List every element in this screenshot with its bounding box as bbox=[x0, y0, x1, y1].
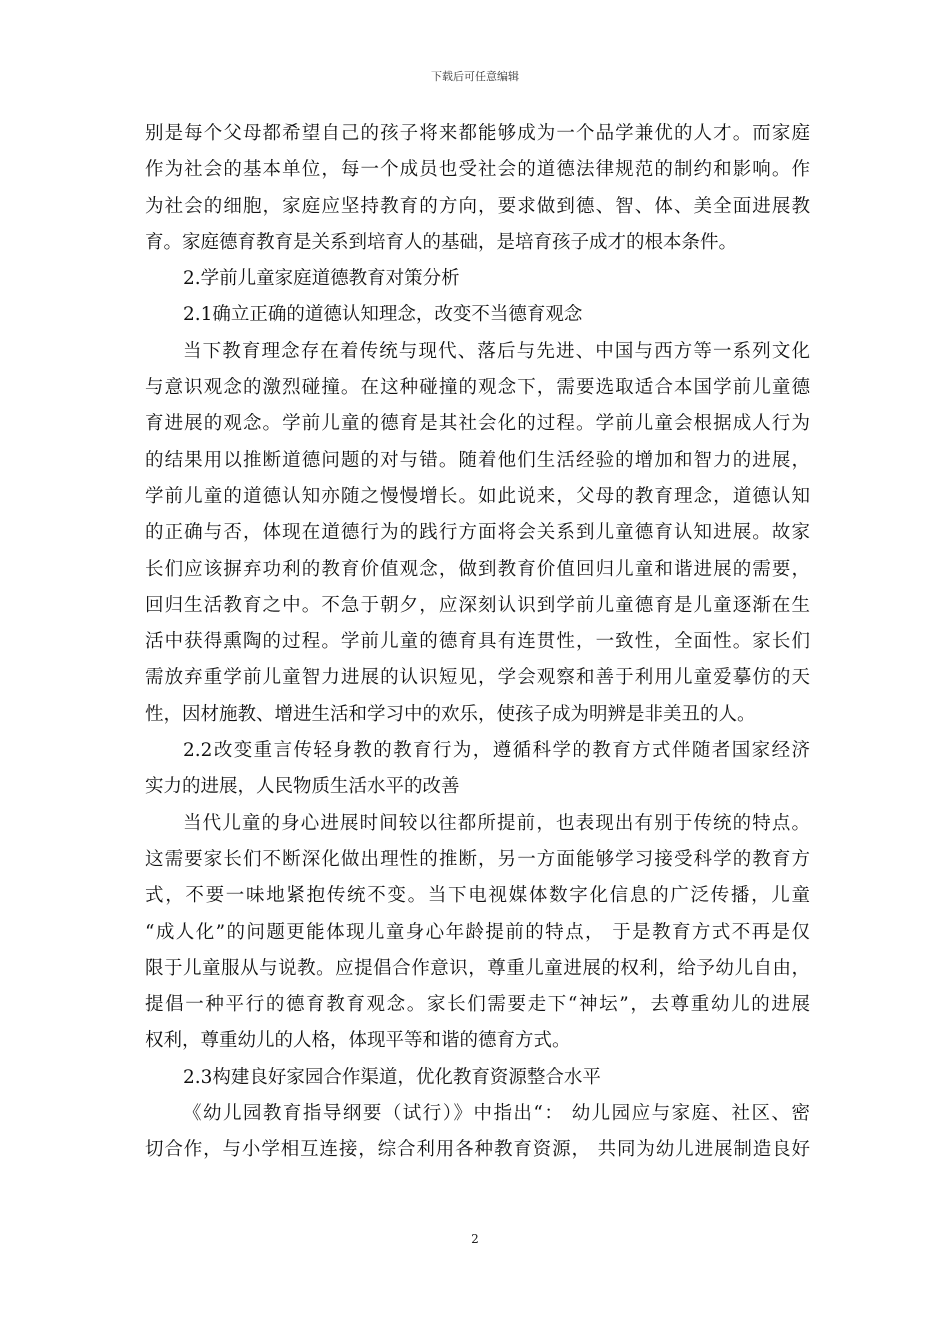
paragraph-line: 育。家庭德育教育是关系到培育人的基础，是培育孩子成才的根本条件。 bbox=[145, 231, 738, 253]
page-header: 下载后可任意编辑 bbox=[431, 70, 519, 83]
paragraph-line: 作为社会的基本单位，每一个成员也受社会的道德法律规范的制约和影响。作 bbox=[145, 159, 810, 181]
paragraph-line: 权利，尊重幼儿的人格，体现平等和谐的德育方式。 bbox=[145, 1030, 571, 1052]
paragraph-line: 的结果用以推断道德问题的对与错。随着他们生活经验的增加和智力的进展， bbox=[145, 449, 810, 471]
paragraph-line: 式，不要一味地紧抱传统不变。当下电视媒体数字化信息的广泛传播，儿童 bbox=[145, 885, 810, 907]
subsection-heading: 2.3构建良好家园合作渠道，优化教育资源整合水平 bbox=[183, 1066, 601, 1088]
page-number: 2 bbox=[471, 1232, 479, 1246]
paragraph-line: “成人化”的问题更能体现儿童身心年龄提前的特点， 于是教育方式不再是仅 bbox=[145, 921, 810, 943]
subsection-heading: 实力的进展，人民物质生活水平的改善 bbox=[145, 776, 460, 798]
paragraph-line: 《幼儿园教育指导纲要（试行）》中指出“： 幼儿园应与家庭、社区、密 bbox=[183, 1103, 810, 1125]
subsection-heading: 2.1确立正确的道德认知理念，改变不当德育观念 bbox=[183, 304, 583, 326]
paragraph-line: 提倡一种平行的德育教育观念。家长们需要走下“神坛”，去尊重幼儿的进展 bbox=[145, 994, 810, 1016]
paragraph-line: 与意识观念的激烈碰撞。在这种碰撞的观念下，需要选取适合本国学前儿童德 bbox=[145, 377, 810, 399]
subsection-heading: 2.2改变重言传轻身教的教育行为，遵循科学的教育方式伴随者国家经济 bbox=[183, 740, 810, 762]
paragraph-line: 的正确与否，体现在道德行为的践行方面将会关系到儿童德育认知进展。故家 bbox=[145, 522, 810, 544]
paragraph-line: 需放弃重学前儿童智力进展的认识短见，学会观察和善于利用儿童爱摹仿的天 bbox=[145, 667, 810, 689]
paragraph-line: 育进展的观念。学前儿童的德育是其社会化的过程。学前儿童会根据成人行为 bbox=[145, 413, 810, 435]
paragraph-line: 限于儿童服从与说教。应提倡合作意识，尊重儿童进展的权利，给予幼儿自由， bbox=[145, 957, 810, 979]
paragraph-line: 活中获得熏陶的过程。学前儿童的德育具有连贯性，一致性，全面性。家长们 bbox=[145, 631, 810, 653]
paragraph-line: 学前儿童的道德认知亦随之慢慢增长。如此说来，父母的教育理念，道德认知 bbox=[145, 485, 810, 507]
paragraph-line: 性，因材施教、增进生活和学习中的欢乐，使孩子成为明辨是非美丑的人。 bbox=[145, 703, 756, 725]
paragraph-line: 长们应该摒弃功利的教育价值观念，做到教育价值回归儿童和谐进展的需要， bbox=[145, 558, 810, 580]
paragraph-line: 别是每个父母都希望自己的孩子将来都能够成为一个品学兼优的人才。而家庭 bbox=[145, 123, 810, 144]
document-body bbox=[145, 116, 810, 1169]
section-heading: 2.学前儿童家庭道德教育对策分析 bbox=[183, 268, 460, 290]
paragraph-line: 当下教育理念存在着传统与现代、落后与先进、中国与西方等一系列文化 bbox=[183, 340, 810, 362]
paragraph-line: 为社会的细胞，家庭应坚持教育的方向，要求做到德、智、体、美全面进展教 bbox=[145, 195, 810, 217]
paragraph-line: 回归生活教育之中。不急于朝夕，应深刻认识到学前儿童德育是儿童逐渐在生 bbox=[145, 594, 810, 616]
paragraph-line: 当代儿童的身心进展时间较以往都所提前，也表现出有别于传统的特点。 bbox=[183, 812, 810, 834]
paragraph-line: 切合作，与小学相互连接，综合利用各种教育资源， 共同为幼儿进展制造良好 bbox=[145, 1139, 810, 1161]
paragraph-line: 这需要家长们不断深化做出理性的推断，另一方面能够学习接受科学的教育方 bbox=[145, 848, 810, 870]
